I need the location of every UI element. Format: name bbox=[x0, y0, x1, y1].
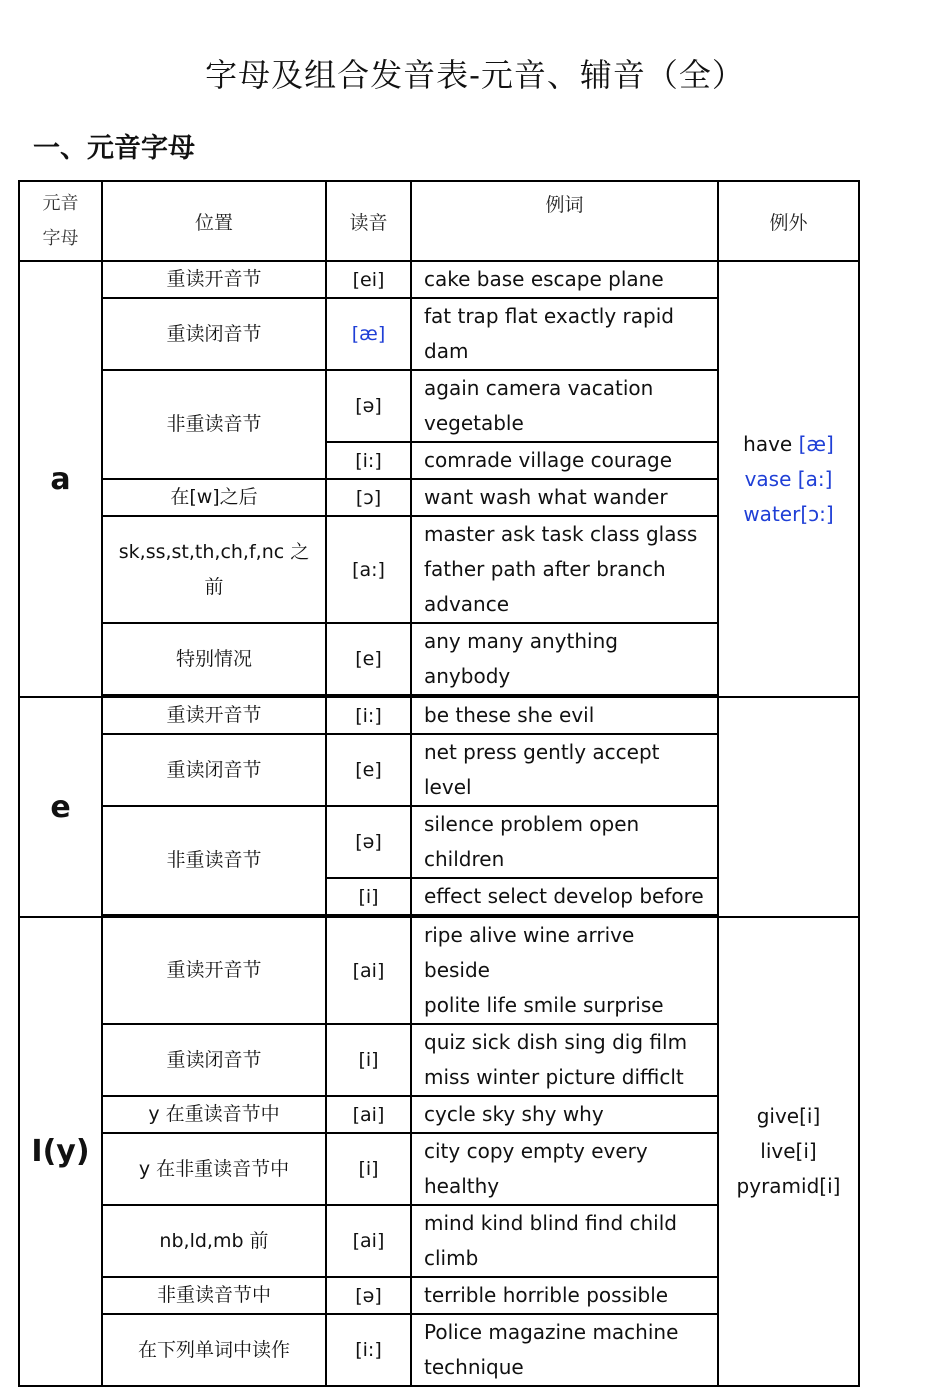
words-cell: comrade village courage bbox=[411, 442, 718, 479]
words-cell: master ask task class glass father path after branch advance bbox=[411, 516, 718, 623]
header-row bbox=[19, 181, 859, 261]
words-cell: terrible horrible possible bbox=[411, 1277, 718, 1314]
position-cell: 重读闭音节 bbox=[102, 1024, 326, 1096]
table-row bbox=[19, 917, 859, 1024]
words-cell: mind kind blind find child climb bbox=[411, 1205, 718, 1277]
position-cell: 重读开音节 bbox=[102, 917, 326, 1024]
pron-cell: [ai] bbox=[326, 1205, 411, 1277]
position-cell: 重读开音节 bbox=[102, 261, 326, 298]
header-examples: 例词 bbox=[411, 181, 718, 261]
position-cell: y 在非重读音节中 bbox=[102, 1133, 326, 1205]
position-cell: nb,ld,mb 前 bbox=[102, 1205, 326, 1277]
position-cell: 在[w]之后 bbox=[102, 479, 326, 516]
pron-cell: [i:] bbox=[326, 697, 411, 734]
exceptions-cell-e bbox=[718, 697, 859, 917]
vowel-table bbox=[18, 180, 860, 1387]
header-position: 位置 bbox=[102, 181, 326, 261]
pron-cell: [i] bbox=[326, 1024, 411, 1096]
pron-cell: [ə] bbox=[326, 806, 411, 878]
table-row bbox=[19, 261, 859, 298]
words-cell: again camera vacation vegetable bbox=[411, 370, 718, 442]
words-cell: Police magazine machine technique bbox=[411, 1314, 718, 1386]
position-cell: 非重读音节中 bbox=[102, 1277, 326, 1314]
pron-cell: [ɔ] bbox=[326, 479, 411, 516]
position-cell: 非重读音节 bbox=[102, 370, 326, 479]
pron-cell: [e] bbox=[326, 623, 411, 695]
header-letter: 元音 字母 bbox=[19, 181, 102, 261]
page-title: 字母及组合发音表-元音、辅音（全） bbox=[205, 56, 745, 94]
section-heading: 一、元音字母 bbox=[33, 133, 195, 164]
position-cell: 在下列单词中读作 bbox=[102, 1314, 326, 1386]
words-cell: effect select develop before bbox=[411, 878, 718, 915]
words-cell: silence problem open children bbox=[411, 806, 718, 878]
position-cell: y 在重读音节中 bbox=[102, 1096, 326, 1133]
pron-cell: [ei] bbox=[326, 261, 411, 298]
header-exceptions: 例外 bbox=[718, 181, 859, 261]
position-cell: sk,ss,st,th,ch,f,nc 之 前 bbox=[102, 516, 326, 623]
words-cell: net press gently accept level bbox=[411, 734, 718, 806]
pron-cell: [a:] bbox=[326, 516, 411, 623]
pron-cell: [æ] bbox=[326, 298, 411, 370]
words-cell: ripe alive wine arrive beside polite life smile surprise bbox=[411, 917, 718, 1024]
letter-cell-e: e bbox=[19, 697, 102, 917]
position-cell: 非重读音节 bbox=[102, 806, 326, 915]
words-cell: any many anything anybody bbox=[411, 623, 718, 695]
letter-cell-a: a bbox=[19, 261, 102, 697]
position-cell: 重读开音节 bbox=[102, 697, 326, 734]
pron-cell: [ai] bbox=[326, 917, 411, 1024]
words-cell: want wash what wander bbox=[411, 479, 718, 516]
pron-cell: [i:] bbox=[326, 1314, 411, 1386]
letter-cell-i: I(y) bbox=[19, 917, 102, 1386]
exceptions-cell-a: have [æ] vase [a:] water[ɔ:] bbox=[718, 261, 859, 697]
position-cell: 重读闭音节 bbox=[102, 734, 326, 806]
position-cell: 特别情况 bbox=[102, 623, 326, 695]
pron-cell: [ə] bbox=[326, 370, 411, 442]
words-cell: city copy empty every healthy bbox=[411, 1133, 718, 1205]
pron-cell: [i] bbox=[326, 1133, 411, 1205]
words-cell: cycle sky shy why bbox=[411, 1096, 718, 1133]
words-cell: cake base escape plane bbox=[411, 261, 718, 298]
header-pronunciation: 读音 bbox=[326, 181, 411, 261]
pron-cell: [e] bbox=[326, 734, 411, 806]
position-cell: 重读闭音节 bbox=[102, 298, 326, 370]
words-cell: be these she evil bbox=[411, 697, 718, 734]
table-row bbox=[19, 697, 859, 734]
exceptions-cell-i: give[i] live[i] pyramid[i] bbox=[718, 917, 859, 1386]
pron-cell: [i] bbox=[326, 878, 411, 915]
pron-cell: [i:] bbox=[326, 442, 411, 479]
pron-cell: [ə] bbox=[326, 1277, 411, 1314]
words-cell: fat trap flat exactly rapid dam bbox=[411, 298, 718, 370]
words-cell: quiz sick dish sing dig film miss winter picture difficlt bbox=[411, 1024, 718, 1096]
pron-cell: [ai] bbox=[326, 1096, 411, 1133]
